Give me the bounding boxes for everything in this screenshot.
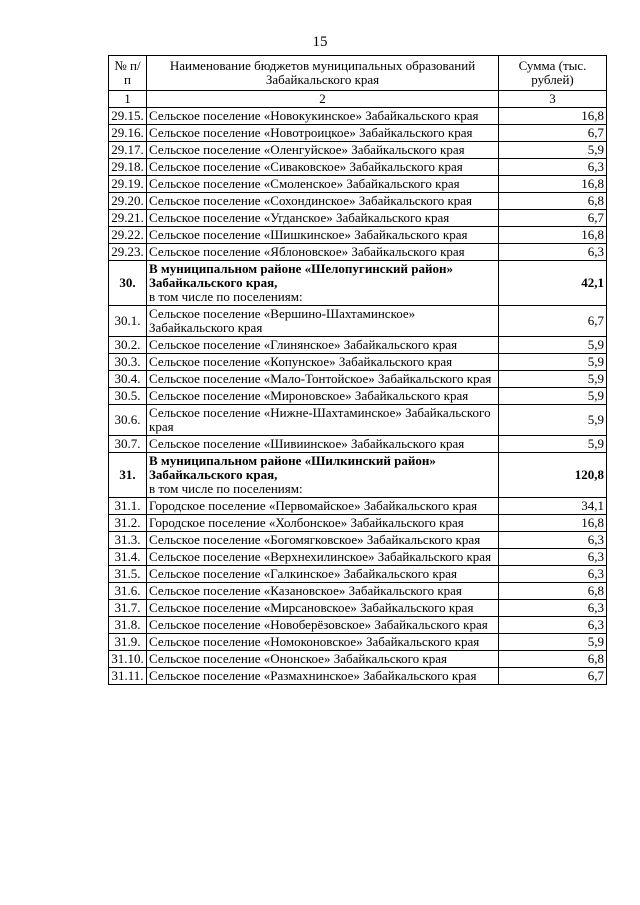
row-sum: 6,3 xyxy=(499,159,607,176)
page-number: 15 xyxy=(312,34,328,50)
row-number: 30.6. xyxy=(109,405,147,436)
row-sum: 6,3 xyxy=(499,532,607,549)
row-number: 31.8. xyxy=(109,617,147,634)
row-number: 29.23. xyxy=(109,244,147,261)
row-name: Сельское поселение «Верхнехилинское» Забайкальского края xyxy=(147,549,499,566)
table-row xyxy=(109,388,607,405)
row-name: Сельское поселение «Вершино-Шахтаминское» Забайкальского края xyxy=(147,306,499,337)
row-sum: 6,7 xyxy=(499,668,607,685)
table-row xyxy=(109,125,607,142)
table-header-row xyxy=(109,56,607,91)
row-sum: 6,3 xyxy=(499,566,607,583)
row-number: 31. xyxy=(109,453,147,498)
group-title: В муниципальном районе «Шилкинский район» Забайкальского края, xyxy=(149,453,436,482)
table-row xyxy=(109,651,607,668)
row-number: 29.18. xyxy=(109,159,147,176)
row-number: 30.4. xyxy=(109,371,147,388)
row-number: 29.15. xyxy=(109,108,147,125)
table-row xyxy=(109,617,607,634)
row-sum: 16,8 xyxy=(499,515,607,532)
row-name: Сельское поселение «Казановское» Забайкальского края xyxy=(147,583,499,600)
header-name: Наименование бюджетов муниципальных образований Забайкальского края xyxy=(147,56,499,91)
table-row xyxy=(109,176,607,193)
row-number: 31.2. xyxy=(109,515,147,532)
row-sum: 6,3 xyxy=(499,244,607,261)
table-row xyxy=(109,337,607,354)
row-number: 30.3. xyxy=(109,354,147,371)
table-row xyxy=(109,515,607,532)
row-name: Сельское поселение «Угданское» Забайкальского края xyxy=(147,210,499,227)
row-sum: 5,9 xyxy=(499,337,607,354)
row-number: 29.16. xyxy=(109,125,147,142)
table-row xyxy=(109,600,607,617)
row-number: 30. xyxy=(109,261,147,306)
row-number: 31.7. xyxy=(109,600,147,617)
row-sum: 34,1 xyxy=(499,498,607,515)
row-sum: 6,7 xyxy=(499,306,607,337)
table-row xyxy=(109,142,607,159)
row-number: 30.2. xyxy=(109,337,147,354)
row-name: Сельское поселение «Оленгуйское» Забайкальского края xyxy=(147,142,499,159)
group-subtitle: в том числе по поселениям: xyxy=(149,289,303,304)
row-name: Сельское поселение «Мироновское» Забайкальского края xyxy=(147,388,499,405)
row-name: Сельское поселение «Номоконовское» Забайкальского края xyxy=(147,634,499,651)
row-sum: 6,3 xyxy=(499,600,607,617)
row-number: 31.4. xyxy=(109,549,147,566)
row-name: Сельское поселение «Глинянское» Забайкальского края xyxy=(147,337,499,354)
row-sum: 5,9 xyxy=(499,354,607,371)
row-number: 30.7. xyxy=(109,436,147,453)
row-sum: 5,9 xyxy=(499,634,607,651)
row-name: Сельское поселение «Новоберёзовское» Забайкальского края xyxy=(147,617,499,634)
group-subtitle: в том числе по поселениям: xyxy=(149,481,303,496)
table-row xyxy=(109,354,607,371)
row-sum: 16,8 xyxy=(499,108,607,125)
row-number: 31.1. xyxy=(109,498,147,515)
table-row xyxy=(109,498,607,515)
header-sum: Сумма (тыс. рублей) xyxy=(499,56,607,91)
row-sum: 16,8 xyxy=(499,176,607,193)
row-sum: 5,9 xyxy=(499,371,607,388)
row-name: Сельское поселение «Галкинское» Забайкальского края xyxy=(147,566,499,583)
row-sum: 6,3 xyxy=(499,617,607,634)
table-row xyxy=(109,566,607,583)
row-sum: 5,9 xyxy=(499,405,607,436)
row-number: 31.10. xyxy=(109,651,147,668)
index-name: 2 xyxy=(147,91,499,108)
table-row xyxy=(109,306,607,337)
row-number: 30.1. xyxy=(109,306,147,337)
row-name: Сельское поселение «Нижне-Шахтаминское» Забайкальского края xyxy=(147,405,499,436)
table-index-row xyxy=(109,91,607,108)
row-name: Сельское поселение «Сохондинское» Забайкальского края xyxy=(147,193,499,210)
table-row xyxy=(109,227,607,244)
row-name: Сельское поселение «Шишкинское» Забайкальского края xyxy=(147,227,499,244)
row-name: Сельское поселение «Мало-Тонтойское» Забайкальского края xyxy=(147,371,499,388)
row-sum: 5,9 xyxy=(499,388,607,405)
row-number: 31.6. xyxy=(109,583,147,600)
table-row xyxy=(109,371,607,388)
row-name: Сельское поселение «Богомягковское» Забайкальского края xyxy=(147,532,499,549)
table-group-row xyxy=(109,453,607,498)
row-name: Городское поселение «Холбонское» Забайкальского края xyxy=(147,515,499,532)
table-row xyxy=(109,159,607,176)
row-sum: 5,9 xyxy=(499,142,607,159)
row-name: Сельское поселение «Размахнинское» Забайкальского края xyxy=(147,668,499,685)
table-row xyxy=(109,532,607,549)
table-row xyxy=(109,549,607,566)
row-name: Сельское поселение «Новокукинское» Забайкальского края xyxy=(147,108,499,125)
row-number: 29.20. xyxy=(109,193,147,210)
row-name xyxy=(147,261,499,306)
row-number: 29.17. xyxy=(109,142,147,159)
row-name: Сельское поселение «Сиваковское» Забайкальского края xyxy=(147,159,499,176)
row-name: Сельское поселение «Смоленское» Забайкальского края xyxy=(147,176,499,193)
row-sum: 6,8 xyxy=(499,193,607,210)
row-name: Сельское поселение «Яблоновское» Забайкальского края xyxy=(147,244,499,261)
table-row xyxy=(109,405,607,436)
row-sum: 5,9 xyxy=(499,436,607,453)
row-name: Сельское поселение «Ононское» Забайкальского края xyxy=(147,651,499,668)
row-name xyxy=(147,453,499,498)
row-sum: 6,8 xyxy=(499,583,607,600)
row-number: 29.22. xyxy=(109,227,147,244)
table-group-row xyxy=(109,261,607,306)
row-sum: 16,8 xyxy=(499,227,607,244)
group-title: В муниципальном районе «Шелопугинский район» Забайкальского края, xyxy=(149,261,454,290)
budget-table xyxy=(108,55,607,685)
row-sum: 6,8 xyxy=(499,651,607,668)
table-row xyxy=(109,436,607,453)
row-number: 29.21. xyxy=(109,210,147,227)
row-number: 31.5. xyxy=(109,566,147,583)
table-row xyxy=(109,210,607,227)
row-name: Сельское поселение «Новотроицкое» Забайкальского края xyxy=(147,125,499,142)
table-row xyxy=(109,193,607,210)
row-sum: 6,7 xyxy=(499,210,607,227)
index-sum: 3 xyxy=(499,91,607,108)
header-num: № п/п xyxy=(109,56,147,91)
row-sum: 6,7 xyxy=(499,125,607,142)
row-number: 29.19. xyxy=(109,176,147,193)
row-sum: 6,3 xyxy=(499,549,607,566)
row-sum: 42,1 xyxy=(499,261,607,306)
table-row xyxy=(109,634,607,651)
row-number: 31.11. xyxy=(109,668,147,685)
table-row xyxy=(109,583,607,600)
row-name: Сельское поселение «Шивиинское» Забайкальского края xyxy=(147,436,499,453)
row-number: 31.3. xyxy=(109,532,147,549)
table-row xyxy=(109,108,607,125)
row-name: Сельское поселение «Мирсановское» Забайкальского края xyxy=(147,600,499,617)
row-number: 31.9. xyxy=(109,634,147,651)
row-sum: 120,8 xyxy=(499,453,607,498)
table-row xyxy=(109,244,607,261)
index-num: 1 xyxy=(109,91,147,108)
row-name: Городское поселение «Первомайское» Забайкальского края xyxy=(147,498,499,515)
table-row xyxy=(109,668,607,685)
row-number: 30.5. xyxy=(109,388,147,405)
row-name: Сельское поселение «Копунское» Забайкальского края xyxy=(147,354,499,371)
